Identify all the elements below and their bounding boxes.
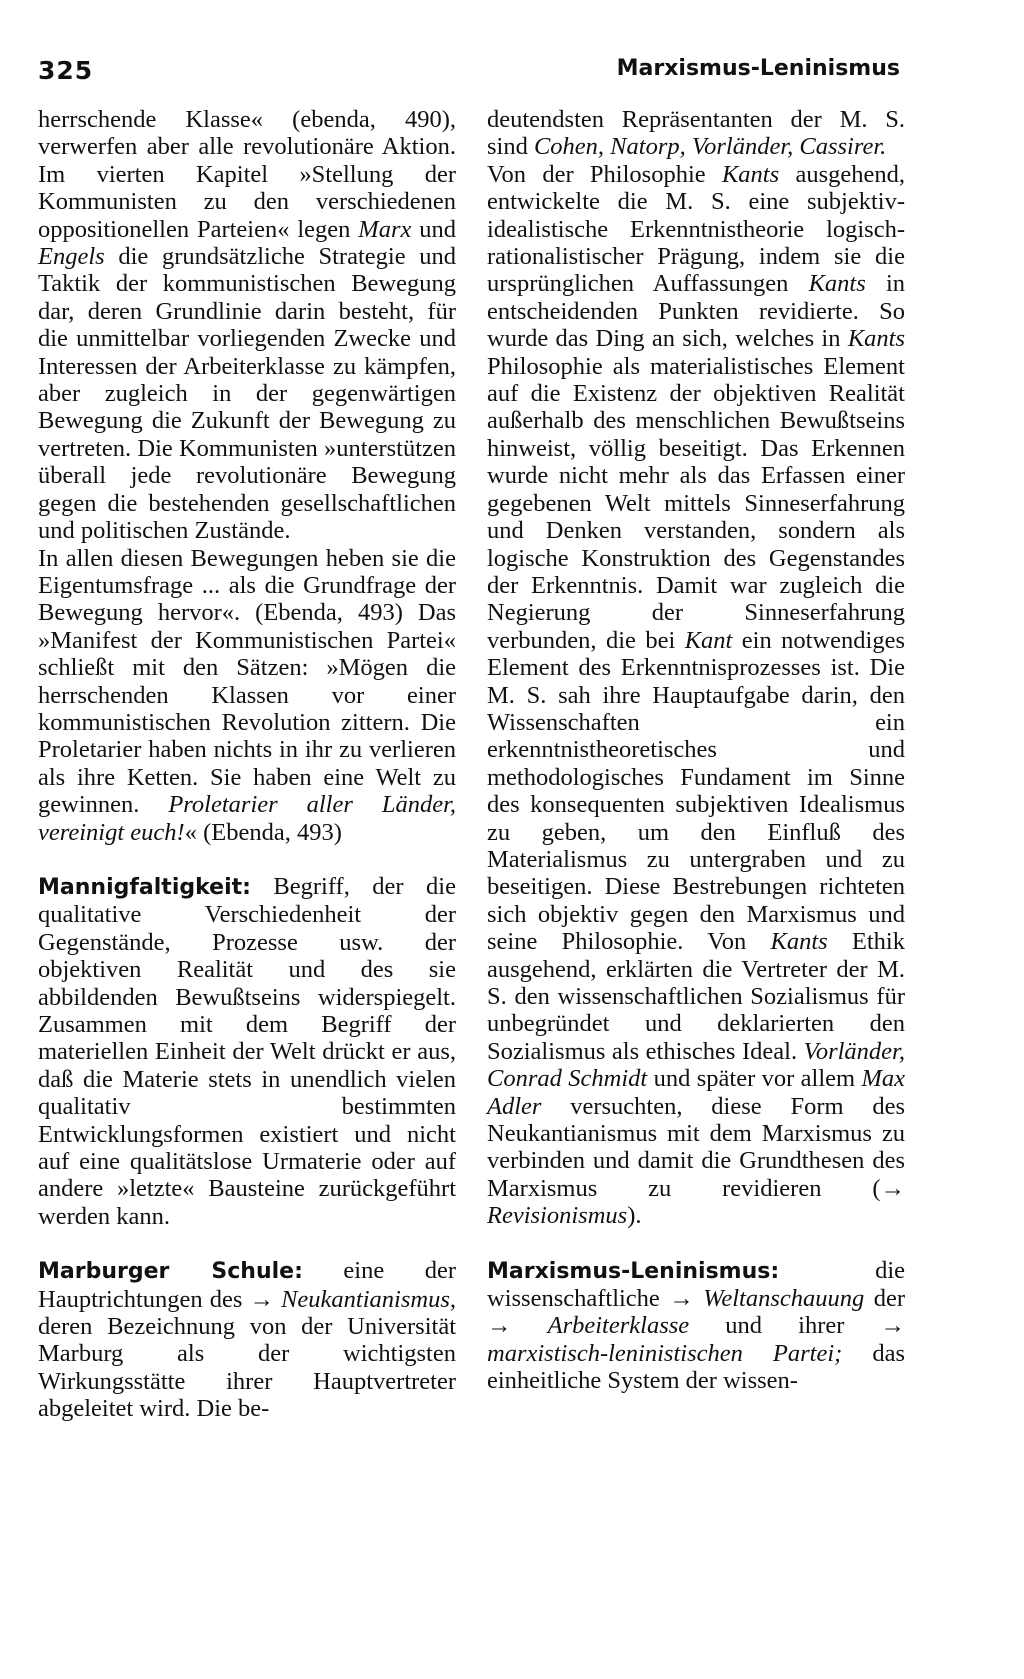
paragraph: In allen diesen Bewegungen heben sie die Eigentumsfrage ... als die Grundfrage der Bewegung hervor«. (Ebenda, 493) Das »Manifest der Kommunistischen Partei« schließt mit den Sätzen: »Mögen die herrschenden Klassen vor einer kommunistischen Revolution zittern. Die Proletarier haben nichts in ihr zu verlieren als ihre Ketten. Sie haben eine Welt zu gewinnen. Proletarier aller Länder, vereinigt euch!« (Ebenda, 493): [38, 544, 457, 846]
italic-name: Kants: [808, 270, 866, 298]
headword: Mannigfaltigkeit:: [38, 874, 251, 900]
italic-quote: Proletarier aller Länder, vereinigt euch!: [38, 791, 457, 846]
italic-name: Kants: [847, 325, 905, 353]
paragraph: herrschende Klasse« (ebenda, 490), verwerfen aber alle revolutionäre Aktion. Im vierten Kapitel »Stellung der Kommunisten zu den verschiedenen oppositionellen Parteien« legen Marx und Engels die grundsätzliche Strategie und Taktik der kommunistischen Bewegung dar, deren Grundlinie darin besteht, für die unmittelbar vorliegenden Zwecke und Interessen der Arbeiterklasse zu kämpfen, aber zugleich in der gegenwärtigen Bewegung die Zukunft der Bewegung zu vertreten. Die Kommunisten »unterstützen überall jede revolutionäre Bewegung gegen die bestehenden gesellschaftlichen und politischen Zustände.: [38, 106, 456, 545]
italic-name: Marx: [358, 215, 412, 243]
italic-names: Cohen, Natorp, Vorländer, Cassirer.: [533, 133, 887, 161]
cross-reference: Revisionismus: [487, 1202, 628, 1230]
page-number: 325: [38, 56, 94, 85]
paragraph: Von der Philosophie Kants ausgehend, entwickelte die M. S. eine subjektiv-idealistische Erkenntnistheorie logisch-rationalistischer Prägung, indem sie die ursprünglichen Auffassungen Kants in entscheidenden Punkten revidierte. So wurde das Ding an sich, welches in Kants Philosophie als materialistisches Element auf die Existenz der objektiven Realität außerhalb des menschlichen Bewußtseins hinweist, völlig beseitigt. Das Erkennen wurde nicht mehr als das Erfassen einer gegebenen Welt mittels Sinneserfahrung und Denken verstanden, sondern als logische Konstruktion des Gegenstandes der Erkenntnis. Damit war zugleich die Negierung der Sinneserfahrung verbunden, die bei Kant ein notwendiges Element des Erkenntnisprozesses ist. Die M. S. sah ihre Hauptaufgabe darin, den Wissenschaften ein erkenntnistheoretisches und methodologisches Fundament im Sinne des konsequenten subjektiven Idealismus zu geben, um den Einfluß des Materialismus zu untergraben und zu beseitigen. Diese Bestrebungen richteten sich objektiv gegen den Marxismus und seine Philosophie. Von Kants Ethik ausgehend, erklärten die Vertreter der M. S. den wissenschaftlichen Sozialismus für unbegründet und deklarierten den Sozialismus als ethisches Ideal. Vorländer, Conrad Schmidt und später vor allem Max Adler versuchten, diese Form des Neukantianismus mit dem Marxismus zu verbinden und damit die Grundthesen des Marxismus zu revidieren (→ Revisionismus).: [487, 160, 906, 1230]
italic-name: Kant: [684, 626, 733, 654]
italic-names: Vorländer, Conrad Schmidt: [487, 1037, 905, 1093]
cross-reference: marxistisch-leninistischen Partei;: [487, 1339, 843, 1367]
italic-name: Kants: [770, 928, 828, 956]
headword: Marxismus-Leninismus:: [487, 1258, 780, 1284]
left-column: [38, 106, 456, 1423]
cross-reference: Arbeiterklasse: [547, 1312, 690, 1340]
running-head: Marxismus-Leninismus: [616, 56, 900, 81]
cross-reference: Neukantianismus,: [281, 1285, 456, 1313]
headword: Marburger Schule:: [38, 1259, 303, 1285]
entry-marburger-schule: Marburger Schule: eine der Hauptrichtungen des → Neukantianismus, deren Bezeichnung von der Universität Marburg als der wichtigsten Wirkungsstätte ihrer Hauptvertreter abgeleitet wird. Die be-: [38, 1257, 456, 1423]
italic-name: Kants: [721, 160, 780, 188]
entry-marxismus-leninismus: Marxismus-Leninismus: die wissenschaftliche → Weltanschauung der → Arbeiterklasse und ihrer → marxistisch-leninistischen Partei; das einheitliche System der wissen-: [487, 1256, 906, 1395]
italic-name: Engels: [38, 243, 105, 271]
right-column: [487, 106, 905, 1395]
page-header: [38, 56, 900, 90]
paragraph: deutendsten Repräsentanten der M. S. sind Cohen, Natorp, Vorländer, Cassirer.: [487, 106, 905, 161]
italic-name: Max Adler: [487, 1065, 906, 1120]
entry-mannigfaltigkeit: Mannigfaltigkeit: Begriff, der die qualitative Verschiedenheit der Gegenstände, Prozesse usw. der objektiven Realität und des sie abbildenden Bewußtseins widerspiegelt. Zusammen mit dem Begriff der materiellen Einheit der Welt drückt er aus, daß die Materie stets in unendlich vielen qualitativ bestimmten Entwicklungsformen existiert und nicht auf eine qualitätslose Urmaterie oder auf andere »letzte« Bausteine zurückgeführt werden kann.: [38, 872, 456, 1230]
cross-reference: Weltanschauung: [703, 1285, 865, 1313]
